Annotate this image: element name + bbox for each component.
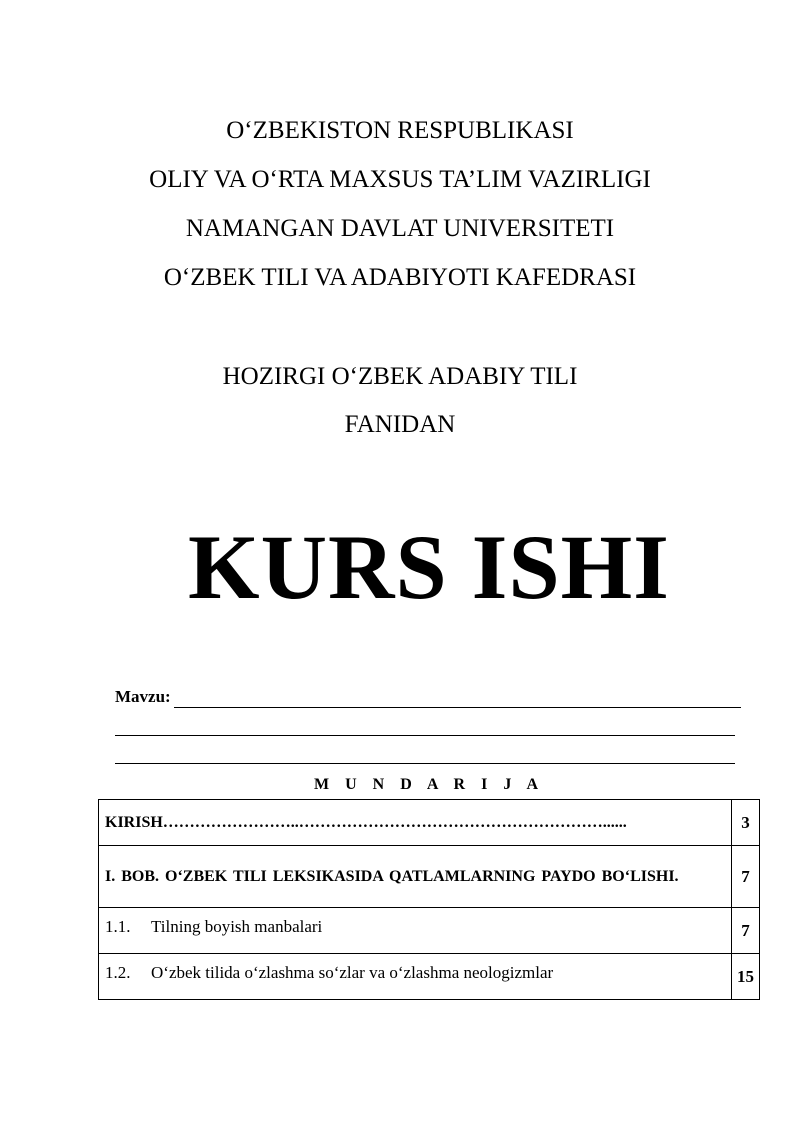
subject-suffix-line: FANIDAN bbox=[344, 411, 456, 438]
toc-section-number: 1.1. bbox=[105, 917, 131, 936]
topic-blank-line-3 bbox=[115, 763, 735, 764]
toc-entry-section-1-1 bbox=[99, 908, 732, 954]
toc-page-number: 7 bbox=[732, 846, 760, 908]
toc-row bbox=[99, 800, 760, 846]
topic-blank-line-2 bbox=[115, 735, 735, 736]
toc-section-title: Tilning boyish manbalari bbox=[151, 917, 323, 936]
toc-entry-chapter-1: I. BOB. O‘ZBEK TILI LEKSIKASIDA QATLAMLARNING PAYDO BO‘LISHI. bbox=[99, 846, 732, 908]
topic-row-1 bbox=[115, 684, 741, 712]
topic-blank-line-1 bbox=[174, 707, 741, 708]
university-name-line: NAMANGAN DAVLAT UNIVERSITETI bbox=[185, 215, 615, 242]
document-title: KURS ISHI bbox=[188, 516, 670, 618]
topic-row-2 bbox=[115, 712, 741, 740]
toc-page-number: 3 bbox=[732, 800, 760, 846]
toc-page-number: 7 bbox=[732, 908, 760, 954]
toc-page-number: 15 bbox=[732, 954, 760, 1000]
topic-row-3 bbox=[115, 740, 741, 768]
toc-entry-intro: KIRISH……………………..…………………………………………………...... bbox=[99, 800, 732, 846]
subject-name-line: HOZIRGI O‘ZBEK ADABIY TILI bbox=[222, 363, 578, 390]
department-name-line: O‘ZBEK TILI VA ADABIYOTI KAFEDRASI bbox=[163, 264, 637, 291]
toc-row bbox=[99, 908, 760, 954]
toc-row bbox=[99, 954, 760, 1000]
toc-section-number: 1.2. bbox=[105, 963, 131, 982]
toc-row bbox=[99, 846, 760, 908]
toc-heading: M U N D A R I J A bbox=[313, 776, 544, 793]
toc-entry-section-1-2 bbox=[99, 954, 732, 1000]
toc-table bbox=[98, 799, 760, 1000]
topic-label: Mavzu: bbox=[115, 687, 171, 706]
ministry-name-line: OLIY VA O‘RTA MAXSUS TA’LIM VAZIRLIGI bbox=[149, 166, 651, 193]
ministry-country-line: O‘ZBEKISTON RESPUBLIKASI bbox=[226, 117, 574, 144]
toc-section-title: O‘zbek tilida o‘zlashma so‘zlar va o‘zlashma neologizmlar bbox=[151, 963, 554, 982]
topic-block bbox=[115, 684, 741, 768]
